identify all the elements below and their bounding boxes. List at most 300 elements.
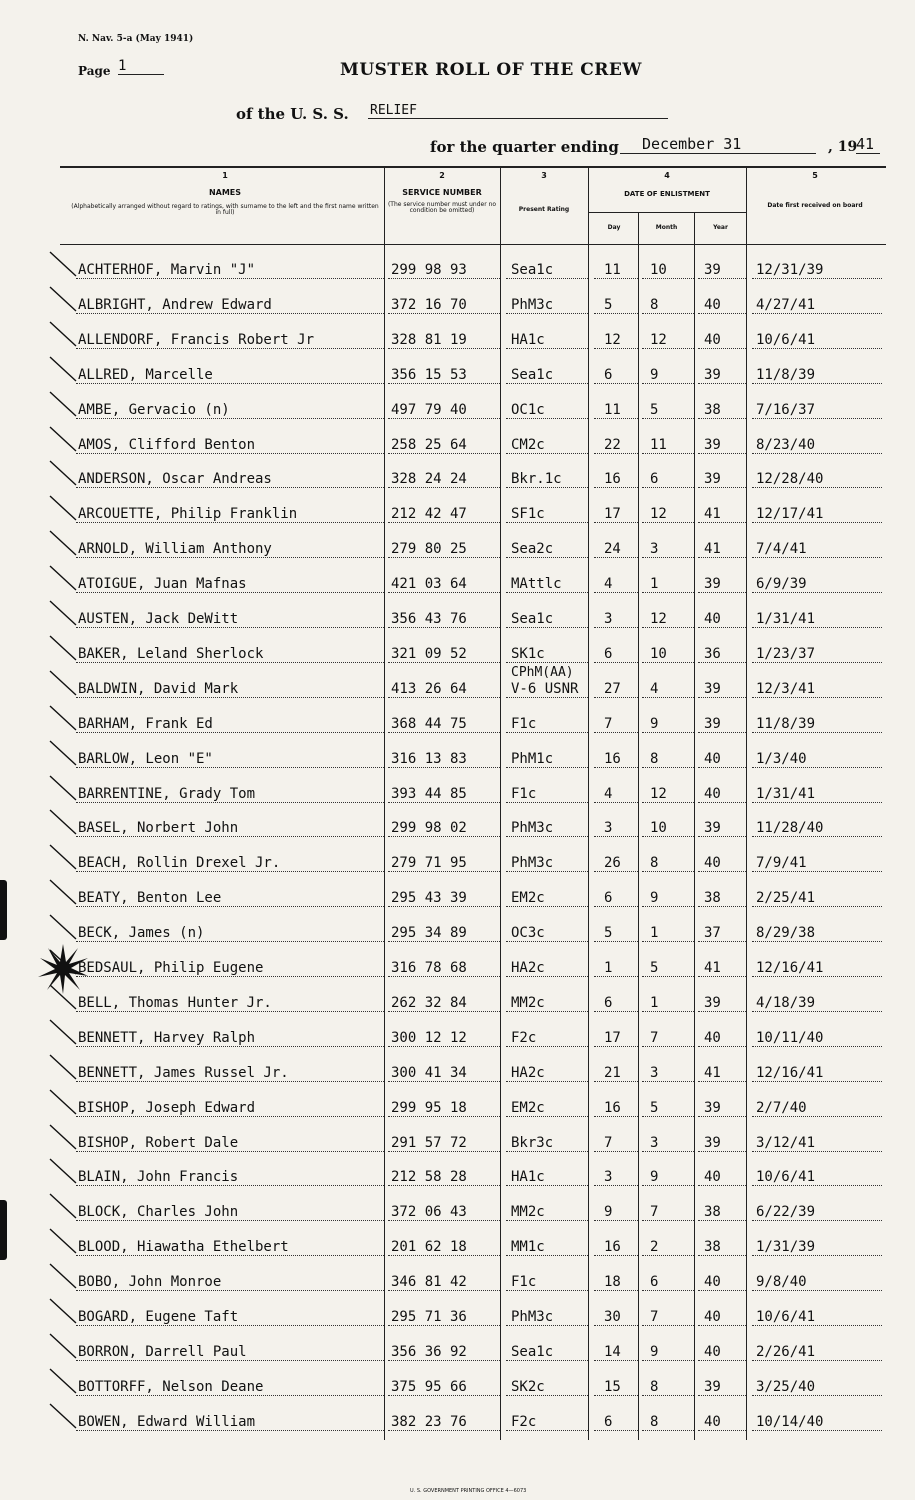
row-rule [388, 1116, 500, 1117]
enlist-month: 10 [650, 820, 667, 837]
enlist-month: 12 [650, 331, 667, 348]
row-rule [698, 1395, 746, 1396]
enlist-month: 2 [650, 1239, 659, 1256]
row-rule [594, 278, 638, 279]
present-rating: MM1c [511, 1239, 545, 1256]
row-rule [594, 1395, 638, 1396]
service-number: 328 24 24 [391, 471, 467, 488]
row-rule [388, 1185, 500, 1186]
ship-name: RELIEF [368, 103, 668, 119]
enlist-year: 41 [704, 506, 721, 523]
enlist-day: 3 [604, 820, 613, 837]
row-rule [642, 557, 694, 558]
row-rule [506, 941, 588, 942]
enlist-year: 40 [704, 331, 721, 348]
row-rule [698, 802, 746, 803]
row-rule [594, 522, 638, 523]
service-number: 212 58 28 [391, 1169, 467, 1186]
crew-name: BISHOP, Robert Dale [78, 1134, 239, 1151]
enlist-year: 40 [704, 1343, 721, 1360]
row-rule [388, 1430, 500, 1431]
service-number: 212 42 47 [391, 506, 467, 523]
enlist-day: 6 [604, 645, 613, 662]
row-rule [76, 941, 384, 942]
row-rule [76, 802, 384, 803]
service-number: 328 81 19 [391, 331, 467, 348]
row-rule [642, 418, 694, 419]
enlist-month: 12 [650, 611, 667, 627]
header-day: Day [607, 224, 621, 231]
enlist-day: 14 [604, 1343, 621, 1360]
enlist-day: 16 [604, 1099, 621, 1116]
present-rating: SF1c [511, 506, 545, 523]
crew-name: BOGARD, Eugene Taft [78, 1309, 239, 1325]
row-rule [642, 1325, 694, 1326]
enlist-month: 1 [650, 576, 659, 593]
row-rule [642, 767, 694, 768]
row-rule [752, 313, 882, 314]
date-received: 12/28/40 [756, 471, 824, 488]
enlist-year: 40 [704, 750, 721, 767]
service-number: 316 13 83 [391, 750, 467, 767]
row-rule [388, 1011, 500, 1012]
enlist-year: 38 [704, 1204, 721, 1221]
row-rule [698, 1290, 746, 1291]
crew-name: ARNOLD, William Anthony [78, 541, 272, 558]
crew-name: BARRENTINE, Grady Tom [78, 785, 256, 802]
present-rating: HA1c [511, 331, 545, 348]
enlist-year: 40 [704, 296, 721, 313]
enlist-month: 6 [650, 471, 659, 488]
date-received: 4/27/41 [756, 296, 816, 313]
row-rule [388, 453, 500, 454]
service-number: 299 98 93 [391, 262, 467, 278]
row-rule [594, 697, 638, 698]
row-rule [594, 976, 638, 977]
row-rule [594, 767, 638, 768]
date-received: 12/3/41 [756, 680, 816, 697]
table-row [60, 878, 882, 913]
enlist-year: 39 [704, 262, 721, 278]
row-rule [388, 976, 500, 977]
crew-name: AMBE, Gervacio (n) [78, 401, 230, 418]
row-rule [506, 1360, 588, 1361]
present-rating: MM2c [511, 994, 545, 1011]
enlist-year: 39 [704, 1378, 721, 1395]
crew-name: BEDSAUL, Philip Eugene [78, 960, 264, 976]
date-received: 8/29/38 [756, 925, 816, 942]
row-rule [698, 348, 746, 349]
table-row [60, 774, 882, 809]
row-rule [752, 1220, 882, 1221]
row-rule [388, 418, 500, 419]
service-number: 421 03 64 [391, 576, 467, 593]
row-rule [594, 1220, 638, 1221]
present-rating: SK1c [511, 645, 545, 662]
present-rating: V-6 USNR [511, 680, 579, 697]
enlist-month: 7 [650, 1204, 659, 1221]
row-rule [76, 976, 384, 977]
enlist-year: 38 [704, 890, 721, 907]
row-rule [76, 1151, 384, 1152]
date-received: 10/11/40 [756, 1029, 824, 1046]
row-rule [698, 1325, 746, 1326]
row-rule [388, 278, 500, 279]
crew-name: BECK, James (n) [78, 925, 205, 942]
service-number: 413 26 64 [391, 680, 467, 697]
row-rule [642, 1360, 694, 1361]
row-rule [506, 313, 588, 314]
service-number: 279 71 95 [391, 855, 467, 872]
row-rule [76, 1290, 384, 1291]
enlist-month: 8 [650, 855, 659, 872]
enlist-day: 30 [604, 1309, 621, 1325]
present-rating: Sea1c [511, 1343, 554, 1360]
row-rule [76, 487, 384, 488]
row-rule [752, 278, 882, 279]
row-rule [594, 487, 638, 488]
header-num-4: 4 [664, 171, 670, 180]
enlist-year: 40 [704, 1274, 721, 1291]
row-rule [388, 1220, 500, 1221]
table-row [60, 1157, 882, 1192]
row-rule [506, 487, 588, 488]
row-rule [642, 592, 694, 593]
date-received: 3/25/40 [756, 1378, 816, 1395]
present-rating: Bkr.1c [511, 471, 562, 488]
service-number: 295 43 39 [391, 890, 467, 907]
row-rule [752, 1011, 882, 1012]
date-received: 2/7/40 [756, 1099, 807, 1116]
row-rule [388, 313, 500, 314]
table-row [60, 459, 882, 494]
present-rating: MAttlc [511, 576, 562, 593]
date-received: 10/14/40 [756, 1413, 824, 1430]
date-received: 6/9/39 [756, 576, 807, 593]
row-rule [506, 1046, 588, 1047]
service-number: 372 16 70 [391, 296, 467, 313]
row-rule [76, 1116, 384, 1117]
date-received: 1/31/41 [756, 785, 816, 802]
header-month: Month [655, 224, 678, 231]
row-rule [76, 418, 384, 419]
row-rule [76, 871, 384, 872]
row-rule [752, 1360, 882, 1361]
present-rating: Sea2c [511, 541, 554, 558]
row-rule [698, 522, 746, 523]
table-row [60, 564, 882, 599]
enlist-year: 40 [704, 1029, 721, 1046]
crew-name: BELL, Thomas Hunter Jr. [78, 994, 272, 1011]
enlist-month: 3 [650, 541, 659, 558]
enlist-year: 40 [704, 1413, 721, 1430]
row-rule [752, 1395, 882, 1396]
row-rule [76, 1255, 384, 1256]
row-rule [698, 1011, 746, 1012]
form-number: N. Nav. 5-a (May 1941) [78, 34, 194, 44]
enlist-month: 5 [650, 1099, 659, 1116]
date-received: 11/8/39 [756, 366, 816, 383]
date-received: 2/25/41 [756, 890, 816, 907]
row-rule [752, 802, 882, 803]
row-rule [506, 732, 588, 733]
date-received: 9/8/40 [756, 1274, 807, 1291]
enlist-year: 41 [704, 541, 721, 558]
row-rule [752, 976, 882, 977]
service-number: 300 41 34 [391, 1064, 467, 1081]
table-row [60, 1088, 882, 1123]
row-rule [388, 557, 500, 558]
row-rule [642, 732, 694, 733]
date-received: 12/16/41 [756, 960, 824, 976]
enlist-year: 41 [704, 960, 721, 976]
enlist-day: 1 [604, 960, 613, 976]
enlist-day: 24 [604, 541, 621, 558]
row-rule [506, 348, 588, 349]
row-rule [388, 627, 500, 628]
enlist-year: 39 [704, 1099, 721, 1116]
table-row [60, 664, 882, 704]
row-rule [642, 1185, 694, 1186]
row-rule [76, 1325, 384, 1326]
row-rule [642, 1430, 694, 1431]
table-row [60, 599, 882, 634]
present-rating: Sea1c [511, 611, 554, 627]
row-rule [752, 1046, 882, 1047]
date-received: 1/23/37 [756, 645, 816, 662]
table-row [60, 1123, 882, 1158]
row-rule [698, 1360, 746, 1361]
enlist-month: 11 [650, 436, 667, 453]
enlist-year: 40 [704, 611, 721, 627]
row-rule [642, 941, 694, 942]
crew-name: AUSTEN, Jack DeWitt [78, 611, 239, 627]
enlist-day: 17 [604, 1029, 621, 1046]
row-rule [506, 453, 588, 454]
table-row [60, 425, 882, 460]
row-rule [752, 348, 882, 349]
row-rule [506, 697, 588, 698]
row-rule [76, 313, 384, 314]
enlist-year: 39 [704, 1134, 721, 1151]
table-row [60, 355, 882, 390]
row-rule [698, 767, 746, 768]
service-number: 321 09 52 [391, 645, 467, 662]
row-rule [594, 941, 638, 942]
row-rule [506, 1255, 588, 1256]
enlist-month: 9 [650, 715, 659, 732]
enlist-month: 5 [650, 401, 659, 418]
enlist-day: 11 [604, 401, 621, 418]
row-rule [642, 627, 694, 628]
row-rule [752, 592, 882, 593]
present-rating: Sea1c [511, 366, 554, 383]
crew-name: BENNETT, Harvey Ralph [78, 1029, 256, 1046]
crew-name: ALLRED, Marcelle [78, 366, 213, 383]
table-row [60, 320, 882, 355]
service-number: 356 15 53 [391, 366, 467, 383]
service-number: 497 79 40 [391, 401, 467, 418]
row-rule [506, 871, 588, 872]
row-rule [76, 627, 384, 628]
table-row [60, 1332, 882, 1367]
table-row [60, 250, 882, 285]
row-rule [76, 662, 384, 663]
row-rule [76, 767, 384, 768]
row-rule [698, 1220, 746, 1221]
enlist-year: 37 [704, 925, 721, 942]
row-rule [594, 1151, 638, 1152]
service-number: 346 81 42 [391, 1274, 467, 1291]
service-number: 372 06 43 [391, 1204, 467, 1221]
present-rating: EM2c [511, 1099, 545, 1116]
crew-name: BLOOD, Hiawatha Ethelbert [78, 1239, 289, 1256]
row-rule [698, 1151, 746, 1152]
row-rule [698, 1081, 746, 1082]
date-received: 7/16/37 [756, 401, 816, 418]
present-rating: OC3c [511, 925, 545, 942]
row-rule [388, 662, 500, 663]
row-rule [642, 836, 694, 837]
row-rule [642, 313, 694, 314]
enlist-day: 5 [604, 296, 613, 313]
header-names-title: NAMES [208, 187, 242, 197]
row-rule [752, 767, 882, 768]
row-rule [506, 802, 588, 803]
table-row [60, 913, 882, 948]
crew-name: BOBO, John Monroe [78, 1274, 222, 1291]
row-rule [698, 627, 746, 628]
row-rule [76, 1046, 384, 1047]
present-rating: SK2c [511, 1378, 545, 1395]
service-number: 299 95 18 [391, 1099, 467, 1116]
row-rule [388, 1151, 500, 1152]
table-top-rule [60, 166, 886, 168]
row-rule [752, 732, 882, 733]
present-rating: HA2c [511, 960, 545, 976]
row-rule [642, 1011, 694, 1012]
row-rule [594, 1290, 638, 1291]
row-rule [388, 802, 500, 803]
row-rule [594, 662, 638, 663]
date-received: 2/26/41 [756, 1343, 816, 1360]
date-received: 7/9/41 [756, 855, 807, 872]
row-rule [642, 1116, 694, 1117]
row-rule [388, 348, 500, 349]
row-rule [506, 906, 588, 907]
enlistment-subrule [588, 212, 746, 213]
row-rule [388, 1360, 500, 1361]
row-rule [506, 662, 588, 663]
present-rating: Sea1c [511, 262, 554, 278]
row-rule [506, 557, 588, 558]
present-rating: PhM3c [511, 820, 554, 837]
row-rule [506, 1290, 588, 1291]
row-rule [752, 522, 882, 523]
row-rule [506, 976, 588, 977]
row-rule [76, 732, 384, 733]
row-rule [698, 313, 746, 314]
enlist-month: 12 [650, 506, 667, 523]
crew-name: ANDERSON, Oscar Andreas [78, 471, 272, 488]
row-rule [642, 697, 694, 698]
table-row [60, 843, 882, 878]
year-suffix: 41 [856, 135, 880, 154]
crew-name: AMOS, Clifford Benton [78, 436, 256, 453]
table-row [60, 1402, 882, 1437]
header-received-title: Date first received on board [767, 201, 863, 209]
row-rule [752, 1185, 882, 1186]
crew-name: ALBRIGHT, Andrew Edward [78, 296, 272, 313]
row-rule [76, 1185, 384, 1186]
enlist-day: 18 [604, 1274, 621, 1291]
row-rule [698, 941, 746, 942]
row-rule [642, 976, 694, 977]
enlist-day: 7 [604, 1134, 613, 1151]
row-rule [594, 1116, 638, 1117]
service-number: 295 71 36 [391, 1309, 467, 1325]
enlist-year: 39 [704, 680, 721, 697]
enlist-month: 10 [650, 262, 667, 278]
enlist-month: 1 [650, 925, 659, 942]
present-rating: PhM3c [511, 1309, 554, 1325]
service-number: 316 78 68 [391, 960, 467, 976]
year-prefix: , 19 [828, 139, 858, 155]
enlist-day: 3 [604, 611, 613, 627]
crew-name: BISHOP, Joseph Edward [78, 1099, 256, 1116]
table-row [60, 285, 882, 320]
row-rule [388, 1046, 500, 1047]
row-rule [752, 1151, 882, 1152]
enlist-day: 4 [604, 576, 613, 593]
enlist-year: 39 [704, 576, 721, 593]
row-rule [752, 836, 882, 837]
date-received: 11/28/40 [756, 820, 824, 837]
table-row [60, 704, 882, 739]
header-num-3: 3 [541, 171, 547, 180]
row-rule [506, 1325, 588, 1326]
row-rule [594, 1430, 638, 1431]
enlist-month: 9 [650, 366, 659, 383]
row-rule [642, 383, 694, 384]
enlist-day: 16 [604, 750, 621, 767]
row-rule [388, 1081, 500, 1082]
row-rule [698, 278, 746, 279]
header-service-sub: (The service number must under no condition be omitted) [387, 200, 497, 215]
row-rule [642, 522, 694, 523]
enlist-month: 8 [650, 1378, 659, 1395]
crew-name: BEACH, Rollin Drexel Jr. [78, 855, 281, 872]
row-rule [594, 383, 638, 384]
row-rule [594, 871, 638, 872]
row-rule [388, 487, 500, 488]
table-row [60, 739, 882, 774]
row-rule [698, 732, 746, 733]
crew-name: BLAIN, John Francis [78, 1169, 239, 1186]
row-rule [506, 278, 588, 279]
page-label: Page [78, 64, 111, 78]
table-row [60, 1053, 882, 1088]
row-rule [388, 1395, 500, 1396]
row-rule [388, 697, 500, 698]
row-rule [388, 383, 500, 384]
enlist-day: 6 [604, 890, 613, 907]
row-rule [594, 313, 638, 314]
row-rule [698, 418, 746, 419]
row-rule [594, 1185, 638, 1186]
row-rule [506, 1151, 588, 1152]
row-rule [642, 1290, 694, 1291]
